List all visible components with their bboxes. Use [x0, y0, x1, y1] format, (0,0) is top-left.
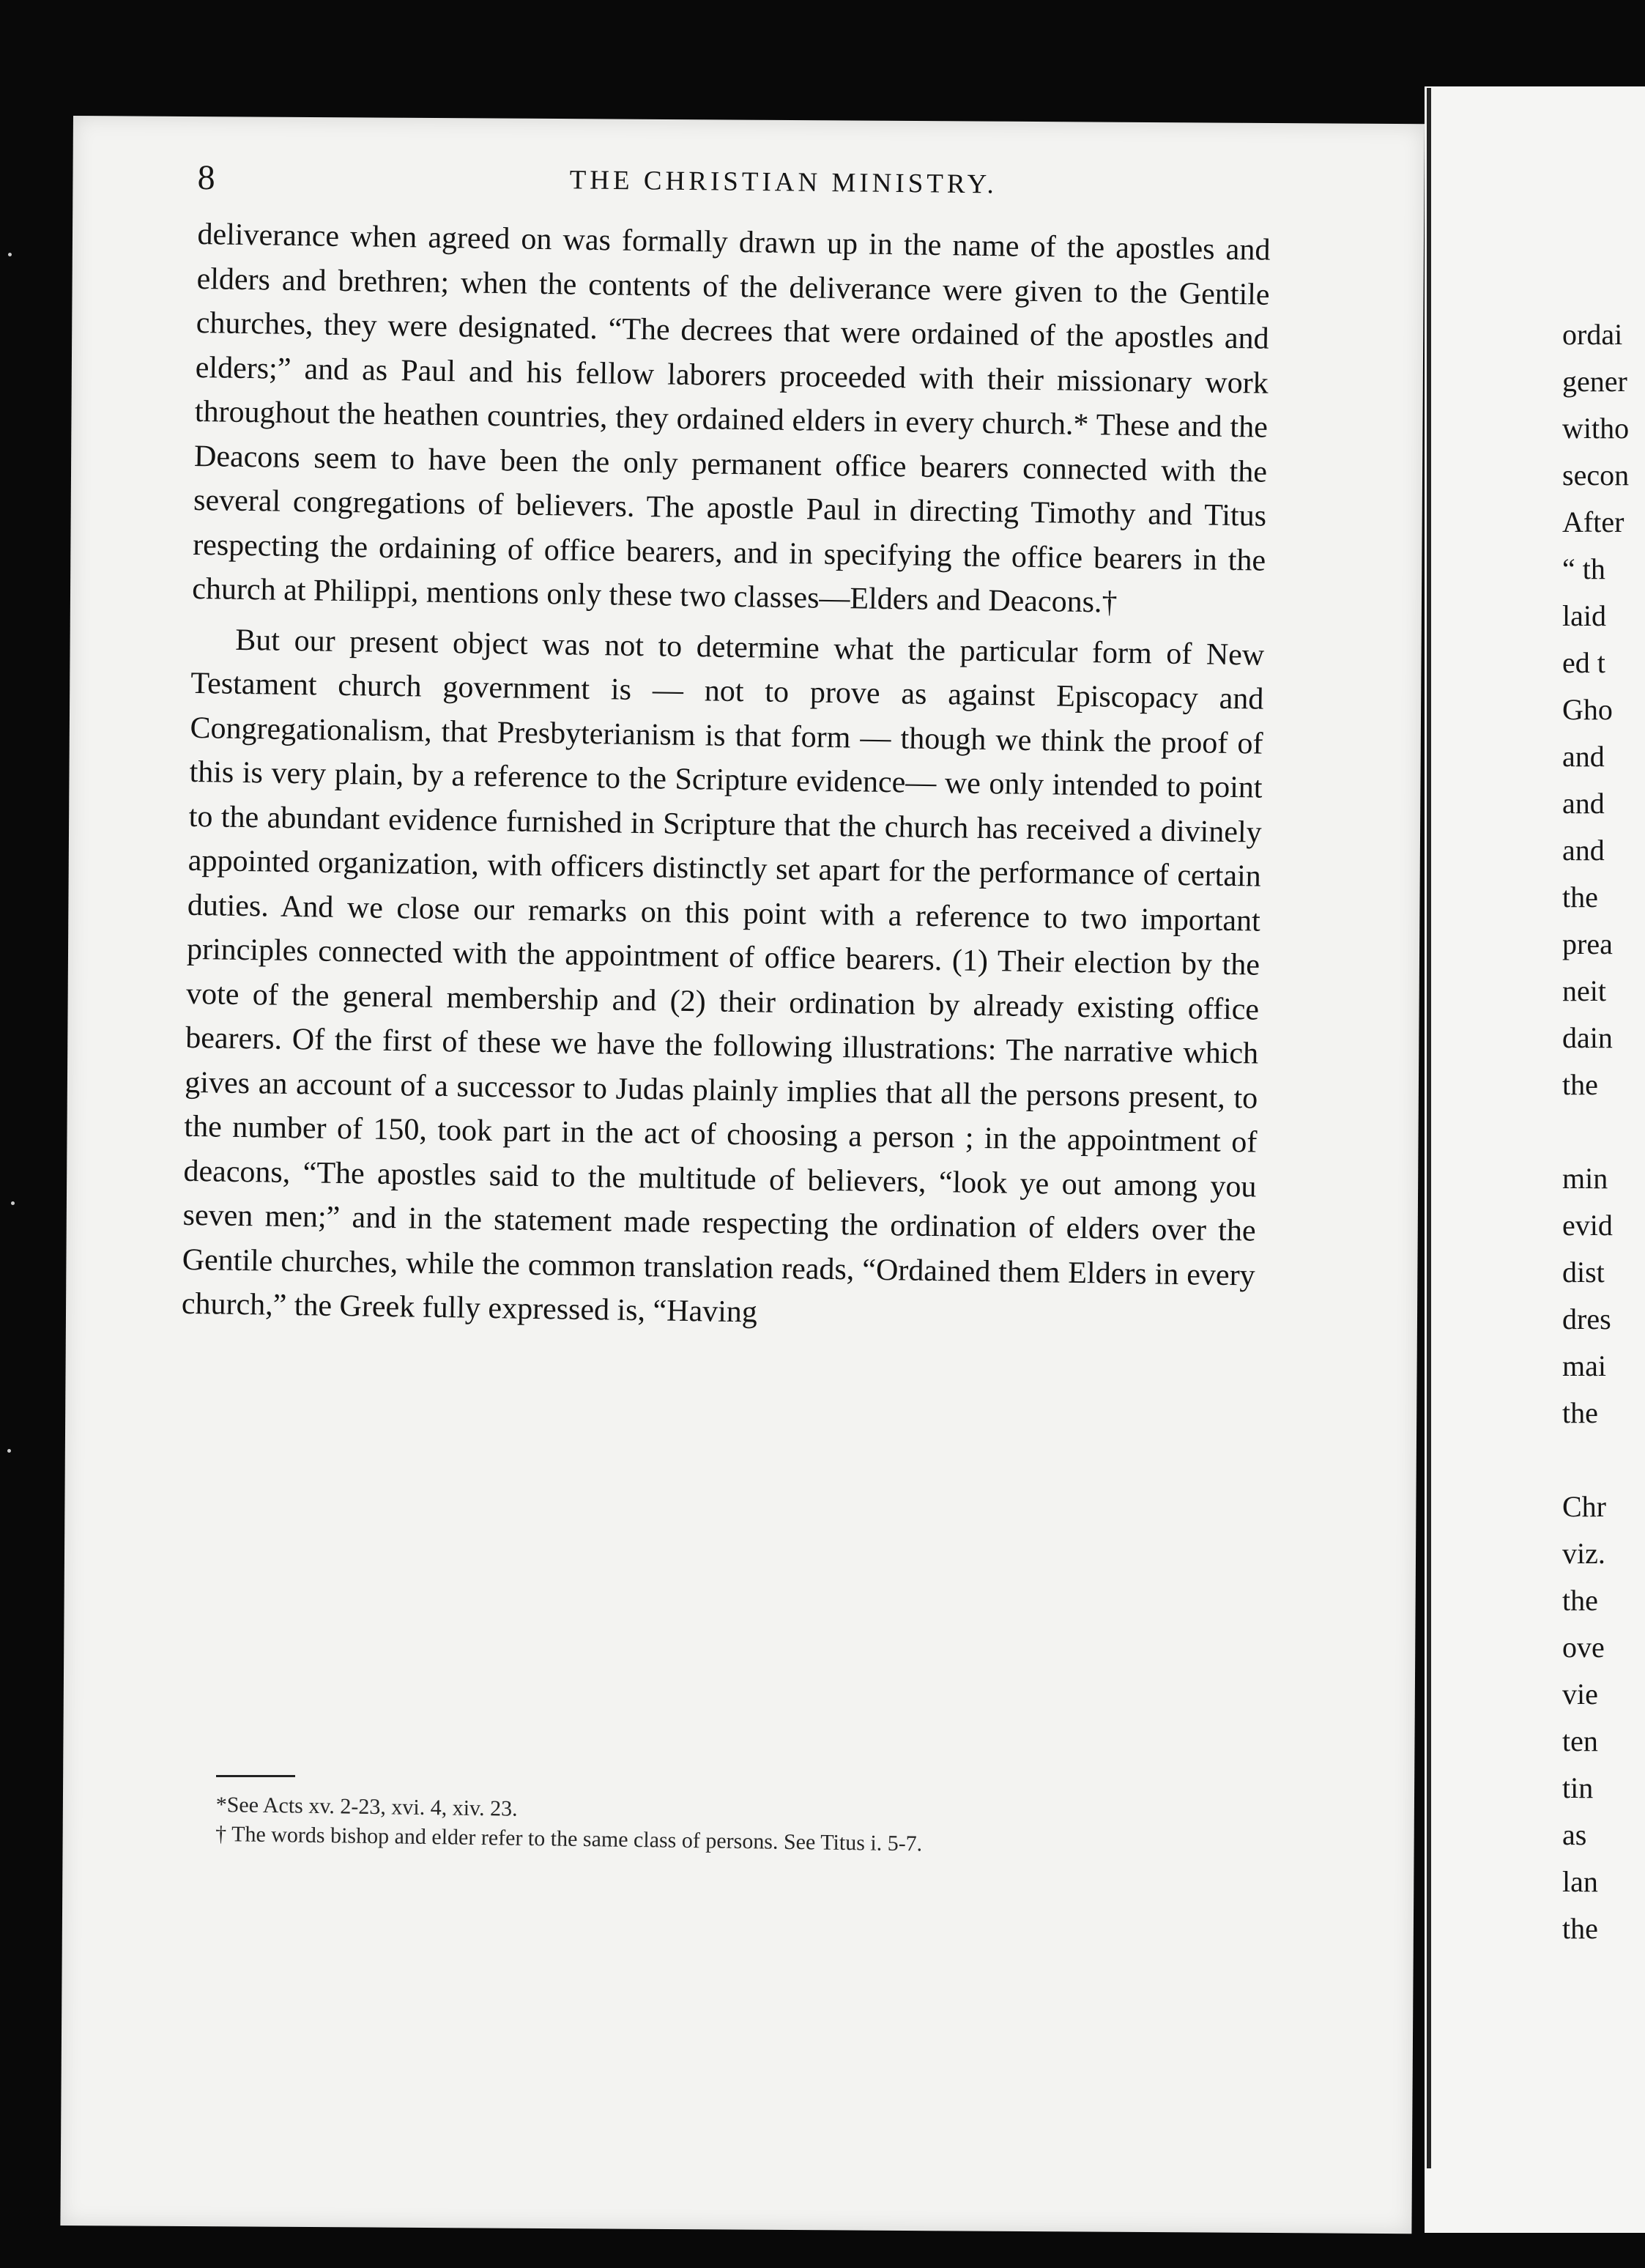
facing-page-line: as [1562, 1818, 1587, 1851]
facing-page-line: neit [1562, 974, 1606, 1007]
facing-page-line: prea [1562, 927, 1613, 960]
paragraph-deliverance: deliverance when agreed on was formally drawn up in the name of the apostles and elders and brethren; when the contents of the deliverance were given to the Gentile churches, they were designated. “The decrees that were ordained of the apostles and elders;” and as Paul and his fellow laborers proceeded with their missionary work throughout the heathen countries, they ordained elders in every church.* These and the Deacons seem to have been the only permanent office bearers connected with the several congregations of believers. The apostle Paul in directing Timothy and Titus respecting the ordaining of office bearers, and in specifying the office bearers in the church at Philippi, mentions only these two classes—Elders and Deacons.† [192, 217, 1271, 620]
scan-speck [8, 253, 12, 256]
facing-page-line: the [1562, 1584, 1598, 1617]
facing-page-line: secon [1562, 459, 1630, 492]
footnote-rule [216, 1775, 295, 1777]
facing-page-line: min [1562, 1162, 1608, 1195]
facing-page-line: “ th [1562, 552, 1605, 585]
facing-page-line [1562, 1437, 1645, 1483]
facing-page-line: lan [1562, 1865, 1598, 1898]
facing-page-line: Gho [1562, 693, 1613, 726]
facing-page-line: viz. [1562, 1537, 1605, 1570]
facing-page-line: and [1562, 834, 1605, 867]
facing-page-line: laid [1562, 599, 1606, 632]
facing-page-line: and [1562, 740, 1605, 773]
facing-page-line: dist [1562, 1256, 1605, 1289]
facing-page-line: the [1562, 1068, 1598, 1101]
facing-page-line: the [1562, 1396, 1598, 1429]
body-text [181, 212, 1270, 1342]
book-gutter [1427, 88, 1431, 2168]
facing-page-line: dain [1562, 1021, 1613, 1054]
facing-page-line: the [1562, 1912, 1598, 1945]
facing-page-line [1562, 1108, 1645, 1155]
page-number: 8 [197, 158, 215, 198]
facing-page-fragments [1562, 311, 1645, 1952]
facing-page-line: ed t [1562, 646, 1605, 679]
facing-page-line: witho [1562, 412, 1630, 445]
paragraph-church-organization: But our present object was not to determine what the particular form of New Testament church government is — not to prove as against Episcopacy and Congregationalism, that Presbyterianism is that form — though we think the proof of this is very plain, by a reference to the Scripture evidence— we only intended to point to the abundant evidence furnished in Scripture that the church has received a divinely appointed organization, with officers distinctly set apart for the performance of certain duties. And we close our remarks on this point with a reference to two important principles connected with the appointment of office bearers. (1) Their election by the vote of the general membership and (2) their ordination by already existing office bearers. Of the first of these we have the following illustrations: The narrative which gives an account of a successor to Judas plainly implies that all the persons present, to the number of 150, took part in the act of choosing a person ; in the appointment of deacons, “The apostles said to the multitude of believers, “look ye out among you seven men;” and in the statement made respecting the ordination of elders over the Gentile churches, while the common translation reads, “Ordained them Elders in every church,” the Greek fully expressed is, “Having [181, 623, 1265, 1330]
facing-page-line: ten [1562, 1724, 1598, 1757]
facing-page-line: Chr [1562, 1490, 1606, 1523]
facing-page-line: vie [1562, 1678, 1598, 1711]
facing-page-line: After [1562, 505, 1624, 538]
scan-speck [7, 1449, 11, 1453]
facing-page-line: dres [1562, 1302, 1611, 1335]
scan-speck [11, 1201, 15, 1205]
facing-page-line: gener [1562, 365, 1627, 398]
running-title: THE CHRISTIAN MINISTRY. [569, 165, 998, 200]
footnote-titus: † The words bishop and elder refer to the same class of persons. See Titus i. 5-7. [215, 1821, 923, 1856]
facing-page-line: mai [1562, 1349, 1606, 1382]
facing-page-line: ordai [1562, 318, 1623, 351]
facing-page-line: and [1562, 787, 1605, 820]
facing-page-line: tin [1562, 1771, 1594, 1804]
facing-page-line: ove [1562, 1631, 1605, 1664]
facing-page-line: evid [1562, 1209, 1613, 1242]
facing-page-line: the [1562, 881, 1598, 914]
footnote-acts: *See Acts xv. 2-23, xvi. 4, xiv. 23. [215, 1792, 518, 1821]
